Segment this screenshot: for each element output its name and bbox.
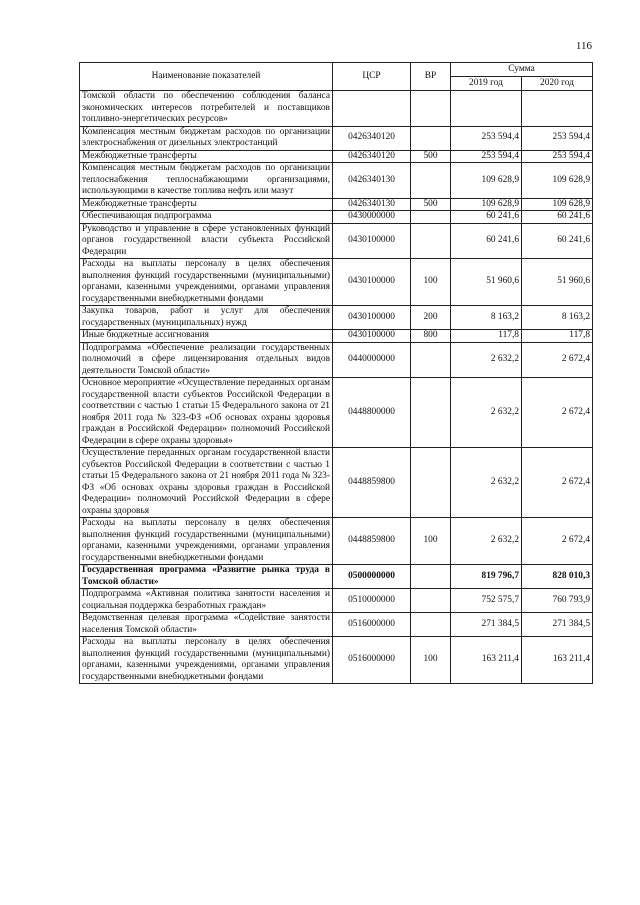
row-csr-code: 0430100000 (333, 306, 411, 330)
row-name: Основное мероприятие «Осуществление переданных органам государственной власти субъектов Российской Федерации в соответствии с частью 1 статьи 15 Федерального закона от 21 ноября 2011 года № 323-ФЗ «Об основах охраны здоровья граждан в Российской Федерации» полномочий Российской Федерации в сфере охраны здоровья» (80, 378, 333, 448)
row-amount-2020: 760 793,9 (522, 589, 593, 613)
row-csr-code: 0426340120 (333, 150, 411, 163)
row-vr-code (411, 91, 451, 127)
header-name: Наименование показателей (80, 63, 333, 91)
row-csr-code (333, 91, 411, 127)
row-amount-2020: 109 628,9 (522, 198, 593, 211)
row-vr-code (411, 378, 451, 448)
row-vr-code (411, 163, 451, 199)
table-row (80, 198, 593, 211)
row-amount-2020: 8 163,2 (522, 306, 593, 330)
table-body (80, 91, 593, 684)
row-vr-code: 800 (411, 330, 451, 343)
table-row (80, 126, 593, 150)
row-amount-2019: 109 628,9 (451, 198, 522, 211)
header-year-2019: 2019 год (451, 77, 522, 91)
row-amount-2019: 819 796,7 (451, 565, 522, 589)
table-row (80, 518, 593, 565)
row-vr-code (411, 448, 451, 518)
row-name: Ведомственная целевая программа «Содействие занятости населения Томской области» (80, 613, 333, 637)
row-amount-2020: 51 960,6 (522, 259, 593, 306)
row-name: Руководство и управление в сфере установленных функций органов государственной власти субъекта Российской Федерации (80, 223, 333, 259)
row-vr-code (411, 565, 451, 589)
row-amount-2020: 253 594,4 (522, 150, 593, 163)
table-row (80, 448, 593, 518)
row-csr-code: 0516000000 (333, 637, 411, 684)
row-vr-code (411, 589, 451, 613)
row-csr-code: 0430100000 (333, 259, 411, 306)
row-vr-code (411, 342, 451, 378)
row-name: Подпрограмма «Обеспечение реализации государственных полномочий в сфере лицензирования отдельных видов деятельности Томской области» (80, 342, 333, 378)
budget-table (79, 62, 593, 684)
row-csr-code: 0426340130 (333, 198, 411, 211)
row-name: Подпрограмма «Активная политика занятости населения и социальная поддержка безработных граждан» (80, 589, 333, 613)
row-amount-2019: 109 628,9 (451, 163, 522, 199)
row-csr-code: 0500000000 (333, 565, 411, 589)
row-amount-2020: 163 211,4 (522, 637, 593, 684)
row-name: Государственная программа «Развитие рынка труда в Томской области» (80, 565, 333, 589)
row-vr-code: 500 (411, 198, 451, 211)
row-name: Расходы на выплаты персоналу в целях обеспечения выполнения функций государственными (муниципальными) органами, казенными учреждениями, органами управления государственными внебюджетными фондами (80, 259, 333, 306)
row-name: Осуществление переданных органам государственной власти субъектов Российской Федерации в соответствии с частью 1 статьи 15 Федерального закона от 21 ноября 2011 года № 323-ФЗ «Об основах охраны здоровья граждан в Российской Федерации» полномочий Российской Федерации в сфере охраны здоровья (80, 448, 333, 518)
row-name: Обеспечивающая подпрограмма (80, 211, 333, 224)
row-amount-2020: 2 672,4 (522, 378, 593, 448)
row-name: Томской области по обеспечению соблюдения баланса экономических интересов потребителей и поставщиков топливно-энергетических ресурсов» (80, 91, 333, 127)
table-row (80, 223, 593, 259)
row-amount-2019: 60 241,6 (451, 223, 522, 259)
row-amount-2019: 253 594,4 (451, 150, 522, 163)
page-number: 116 (575, 40, 592, 52)
row-amount-2019: 2 632,2 (451, 378, 522, 448)
row-vr-code (411, 223, 451, 259)
row-name: Компенсация местным бюджетам расходов по организации теплоснабжения теплоснабжающими организациями, использующими в качестве топлива нефть или мазут (80, 163, 333, 199)
row-amount-2019: 51 960,6 (451, 259, 522, 306)
table-row (80, 342, 593, 378)
row-amount-2020: 60 241,6 (522, 223, 593, 259)
table-row (80, 378, 593, 448)
row-csr-code: 0448859800 (333, 448, 411, 518)
table-row (80, 150, 593, 163)
row-amount-2020: 117,8 (522, 330, 593, 343)
row-vr-code: 500 (411, 150, 451, 163)
row-vr-code (411, 613, 451, 637)
row-csr-code: 0430100000 (333, 223, 411, 259)
table-row (80, 91, 593, 127)
table-row (80, 259, 593, 306)
table-row (80, 330, 593, 343)
row-amount-2020: 253 594,4 (522, 126, 593, 150)
row-amount-2020: 60 241,6 (522, 211, 593, 224)
row-csr-code: 0426340120 (333, 126, 411, 150)
row-csr-code: 0426340130 (333, 163, 411, 199)
row-vr-code: 100 (411, 518, 451, 565)
row-amount-2019: 253 594,4 (451, 126, 522, 150)
row-name: Межбюджетные трансферты (80, 198, 333, 211)
row-vr-code (411, 211, 451, 224)
row-amount-2019: 60 241,6 (451, 211, 522, 224)
table-row (80, 613, 593, 637)
row-amount-2019: 2 632,2 (451, 448, 522, 518)
table-row (80, 211, 593, 224)
row-vr-code: 100 (411, 259, 451, 306)
row-amount-2019: 8 163,2 (451, 306, 522, 330)
row-amount-2020 (522, 91, 593, 127)
row-amount-2019: 2 632,2 (451, 342, 522, 378)
header-vr: ВР (411, 63, 451, 91)
row-name: Иные бюджетные ассигнования (80, 330, 333, 343)
row-amount-2020: 109 628,9 (522, 163, 593, 199)
row-amount-2019: 2 632,2 (451, 518, 522, 565)
table-row (80, 637, 593, 684)
table-row (80, 306, 593, 330)
header-sum: Сумма (451, 63, 593, 77)
row-csr-code: 0430000000 (333, 211, 411, 224)
row-amount-2020: 2 672,4 (522, 518, 593, 565)
row-amount-2020: 828 010,3 (522, 565, 593, 589)
row-csr-code: 0516000000 (333, 613, 411, 637)
row-name: Межбюджетные трансферты (80, 150, 333, 163)
row-amount-2019: 117,8 (451, 330, 522, 343)
header-csr: ЦСР (333, 63, 411, 91)
table-row (80, 589, 593, 613)
row-name: Расходы на выплаты персоналу в целях обеспечения выполнения функций государственными (муниципальными) органами, казенными учреждениями, органами управления государственными внебюджетными фондами (80, 518, 333, 565)
row-name: Расходы на выплаты персоналу в целях обеспечения выполнения функций государственными (муниципальными) органами, казенными учреждениями, органами управления государственными внебюджетными фондами (80, 637, 333, 684)
row-csr-code: 0448800000 (333, 378, 411, 448)
row-csr-code: 0430100000 (333, 330, 411, 343)
row-amount-2019: 163 211,4 (451, 637, 522, 684)
row-amount-2019: 752 575,7 (451, 589, 522, 613)
row-amount-2020: 2 672,4 (522, 448, 593, 518)
row-vr-code: 100 (411, 637, 451, 684)
table-row (80, 163, 593, 199)
row-amount-2019: 271 384,5 (451, 613, 522, 637)
header-year-2020: 2020 год (522, 77, 593, 91)
row-csr-code: 0448859800 (333, 518, 411, 565)
row-amount-2020: 271 384,5 (522, 613, 593, 637)
row-name: Закупка товаров, работ и услуг для обеспечения государственных (муниципальных) нужд (80, 306, 333, 330)
row-vr-code: 200 (411, 306, 451, 330)
row-amount-2020: 2 672,4 (522, 342, 593, 378)
row-name: Компенсация местным бюджетам расходов по организации электроснабжения от дизельных электростанций (80, 126, 333, 150)
table-row (80, 565, 593, 589)
row-csr-code: 0440000000 (333, 342, 411, 378)
row-vr-code (411, 126, 451, 150)
row-amount-2019 (451, 91, 522, 127)
row-csr-code: 0510000000 (333, 589, 411, 613)
